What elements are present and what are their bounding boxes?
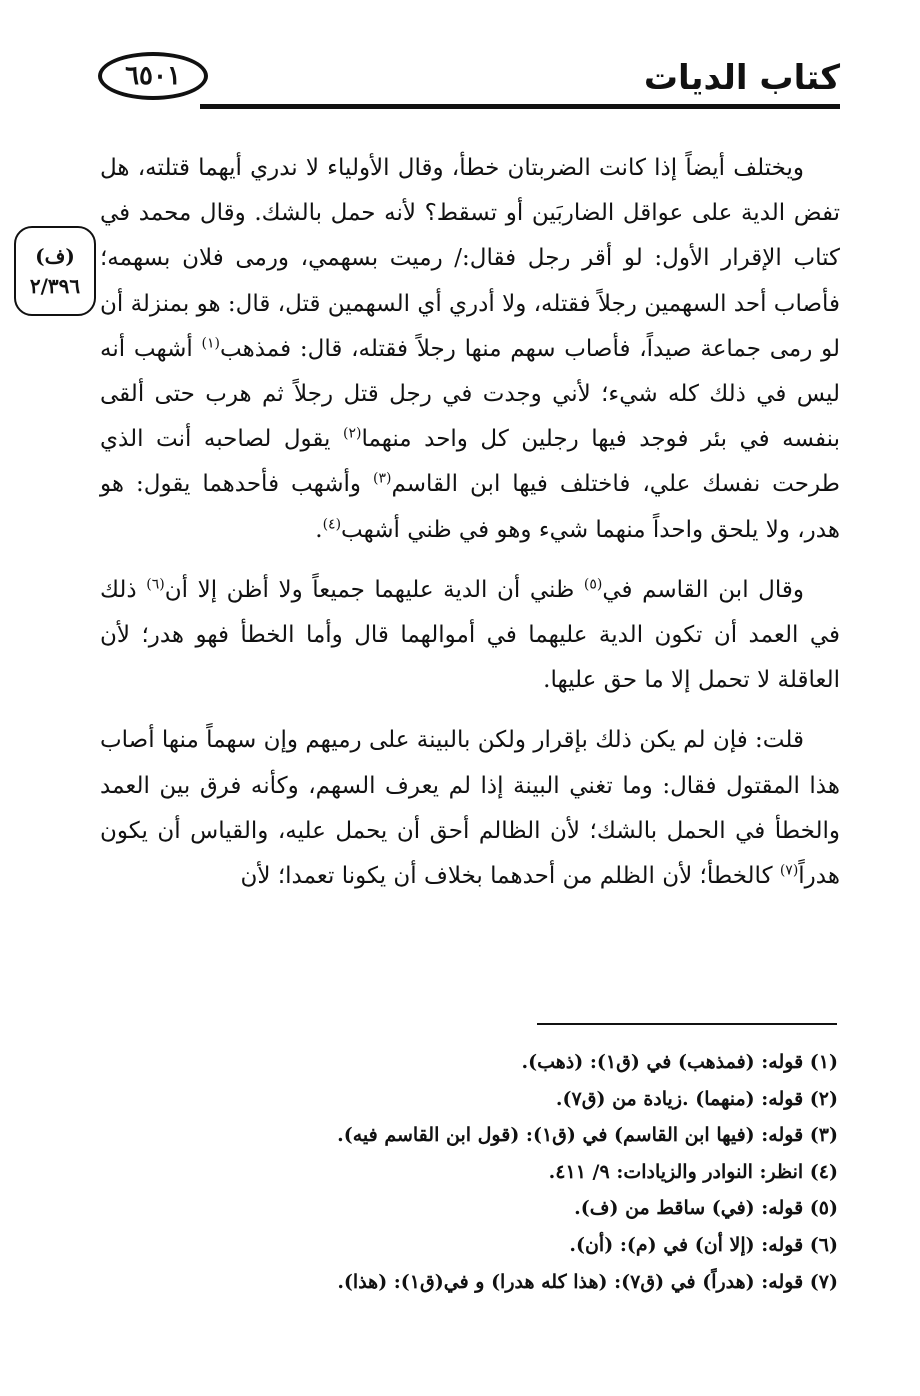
footnote-marker: (١) bbox=[201, 335, 220, 352]
margin-reference-source: (ف) bbox=[35, 244, 75, 268]
paragraph-text: قلت: فإن لم يكن ذلك بإقرار ولكن بالبينة على رميهم وإن سهماً منها أصاب هذا المقتول فقال: وما تغني البينة إذا لم يعرف السهم، وكأنه فرق بين العمد والخطأ في الحمل بالشك؛ لأن الظالم أحق أن يحمل عليه، والقياس أن يكون هدراً bbox=[100, 727, 841, 890]
footnote-marker: (٣) bbox=[372, 470, 392, 487]
footnote-marker: (٦) bbox=[146, 576, 165, 593]
margin-reference-page: ٢/٣٩٦ bbox=[29, 274, 81, 298]
footnote: (١) قوله: (فمذهب) في (ق١): (ذهب). bbox=[521, 1051, 838, 1073]
paragraph-text: ظني أن الدية عليهما جميعاً ولا أظن إلا أن bbox=[164, 576, 584, 603]
main-text bbox=[100, 146, 840, 914]
footnote-marker: (٧) bbox=[779, 862, 799, 879]
paragraph-text: وأشهب فأحدهما يقول: هو هدر، ولا يلحق واحداً منهما شيء وهو في ظني أشهب bbox=[100, 471, 840, 543]
paragraph-text: وقال ابن القاسم في bbox=[602, 576, 804, 603]
page-number-text: ٦٥٠١ bbox=[125, 61, 181, 91]
paragraph bbox=[100, 146, 840, 553]
chapter-title: كتاب الديات bbox=[643, 58, 840, 98]
footnote: (٢) قوله: (منهما) .زيادة من (ق٧). bbox=[555, 1087, 838, 1110]
footnotes-list bbox=[138, 1044, 838, 1300]
paragraph bbox=[100, 568, 840, 704]
footnote: (٥) قوله: (في) ساقط من (ف). bbox=[574, 1197, 838, 1220]
paragraph-text: ذلك في العمد أن تكون الدية عليهما في أموالهما قال وأما الخطأ فهو هدر؛ لأن العاقلة لا تحمل إلا ما حق عليها. bbox=[100, 576, 840, 694]
footnote: (٣) قوله: (فيها ابن القاسم) في (ق١): (قول ابن القاسم فيه). bbox=[337, 1124, 838, 1147]
margin-reference-box bbox=[14, 226, 96, 316]
footnote: (٤) انظر: النوادر والزيادات: ٩/ ٤١١. bbox=[548, 1160, 838, 1183]
footnote: (٦) قوله: (إلا أن) في (م): (أن). bbox=[569, 1233, 838, 1256]
paragraph-text: يقول لصاحبه أنت الذي طرحت نفسك علي، فاختلف فيها ابن القاسم bbox=[100, 426, 840, 498]
paragraph-text: كالخطأ؛ لأن الظلم من أحدهما بخلاف أن يكونا تعمدا؛ لأن bbox=[240, 863, 780, 890]
paragraph bbox=[100, 718, 840, 899]
footnote-marker: (٤) bbox=[322, 515, 342, 532]
footnote: (٧) قوله: (هدراً) في (ق٧): (هذا كله هدرا) و في(ق١): (هذا). bbox=[337, 1270, 838, 1293]
page-number bbox=[98, 52, 208, 100]
paragraph-text: ويختلف أيضاً إذا كانت الضربتان خطأ، وقال الأولياء لا ندري أيهما قتلته، هل تفض الدية على عواقل الضاربَين أو تسقط؟ لأنه حمل بالشك. وقال محمد في كتاب الإقرار الأول: لو أقر رجل فقال:/ رميت بسهمي، ورمى فلان بسهمه؛ فأصاب أحد السهمين رجلاً فقتله، ولا أدري أي السهمين قتل، قال: هو بمنزلة أن لو رمى جماعة صيداً، فأصاب سهم منها رجلاً فقتله، قال: فمذهب bbox=[100, 155, 840, 362]
header-rule bbox=[200, 104, 840, 109]
paragraph-text: أشهب أنه ليس في ذلك كله شيء؛ لأني وجدت في رجل قتل رجلاً ثم هرب حتى ألقى بنفسه في بئر فوجد فيها رجلين كل واحد منهما bbox=[100, 335, 840, 453]
footnote-separator bbox=[537, 1023, 837, 1025]
paragraph-text: . bbox=[315, 516, 323, 543]
footnote-marker: (٥) bbox=[583, 576, 603, 593]
footnote-marker: (٢) bbox=[342, 425, 362, 442]
